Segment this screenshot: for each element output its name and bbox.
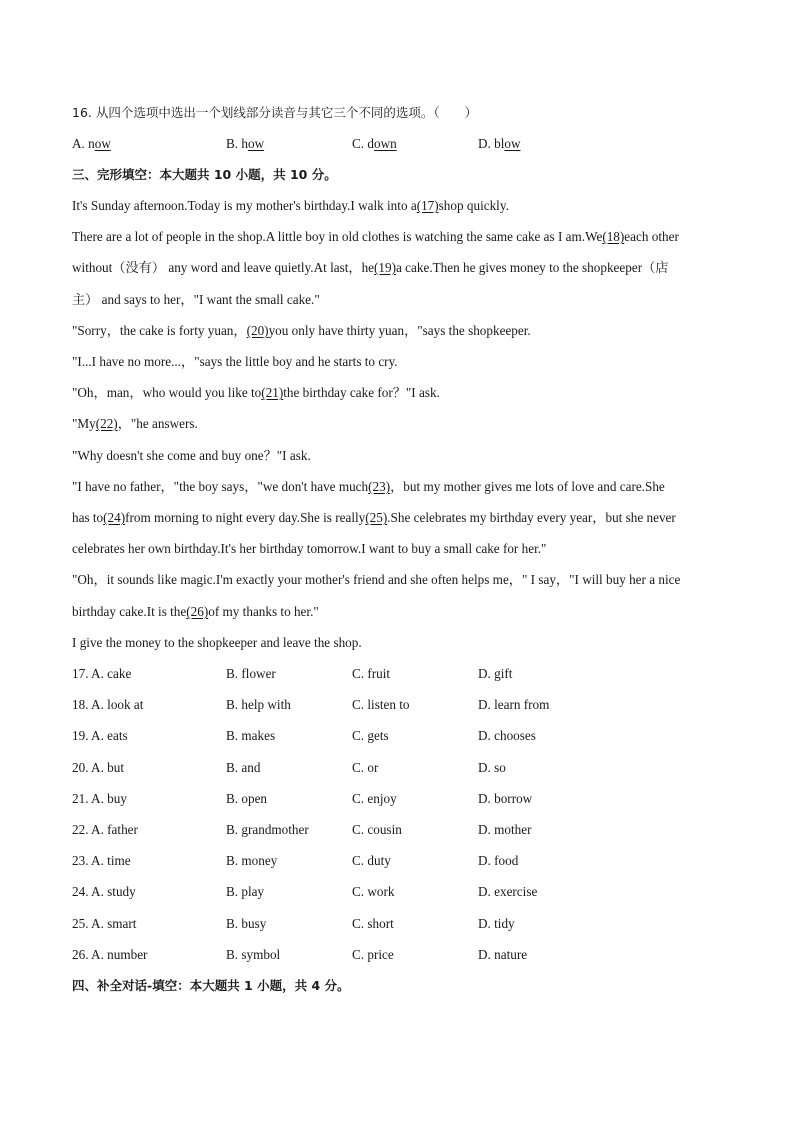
- option-c: C. duty: [352, 853, 391, 868]
- passage-text: from morning to night every day.She is really: [125, 510, 366, 525]
- option-b: B. busy: [226, 916, 267, 931]
- blank-number: (26): [186, 604, 209, 619]
- passage-text: ，"he answers.: [117, 416, 198, 431]
- passage-text: "My: [72, 416, 96, 431]
- option-b: B. flower: [226, 666, 276, 681]
- passage-text: 主） and says to her，"I want the small cake.": [72, 292, 320, 307]
- option-d: D. so: [478, 760, 506, 775]
- passage-line: [72, 540, 734, 558]
- passage-text: It's Sunday afternoon.Today is my mother's birthday.I walk into a: [72, 198, 417, 213]
- passage-text: without（没有） any word and leave quietly.At last，he: [72, 260, 375, 275]
- question-16-stem: 16. 从四个选项中选出一个划线部分读音与其它三个不同的选项。（ ）: [72, 105, 478, 120]
- blank-number: (20): [246, 323, 269, 338]
- passage-line: [72, 571, 734, 589]
- blank-number: (21): [261, 385, 284, 400]
- option-a: 23. A. time: [72, 853, 131, 868]
- passage-text: ，but my mother gives me lots of love and care.She: [390, 479, 665, 494]
- option-d: D. borrow: [478, 791, 533, 806]
- passage-line: [72, 228, 734, 246]
- option-b: B. and: [226, 760, 261, 775]
- option-d: D. gift: [478, 666, 513, 681]
- q16-option-d: D. blow: [478, 136, 521, 151]
- passage-text: has to: [72, 510, 104, 525]
- option-a: 18. A. look at: [72, 697, 144, 712]
- passage-line: [72, 259, 734, 277]
- blank-number: (24): [103, 510, 126, 525]
- option-d: D. mother: [478, 822, 532, 837]
- option-b: B. grandmother: [226, 822, 309, 837]
- option-c: C. enjoy: [352, 791, 397, 806]
- passage-line: [72, 197, 734, 215]
- blank-number: (18): [602, 229, 625, 244]
- passage-line: [72, 478, 734, 496]
- option-d: D. chooses: [478, 728, 536, 743]
- option-d: D. exercise: [478, 884, 538, 899]
- passage-line: [72, 603, 734, 621]
- option-a: 22. A. father: [72, 822, 138, 837]
- option-a: 26. A. number: [72, 947, 148, 962]
- passage-text: you only have thirty yuan，"says the shopkeeper.: [268, 323, 531, 338]
- passage-line: [72, 415, 734, 433]
- passage-text: I give the money to the shopkeeper and leave the shop.: [72, 635, 362, 650]
- passage-line: [72, 384, 734, 402]
- passage-text: "Oh，it sounds like magic.I'm exactly your mother's friend and she often helps me，" I say，"I will buy her a nice: [72, 572, 681, 587]
- option-d: D. nature: [478, 947, 528, 962]
- option-a: 21. A. buy: [72, 791, 127, 806]
- option-a: 24. A. study: [72, 884, 136, 899]
- option-d: D. food: [478, 853, 519, 868]
- option-a: 19. A. eats: [72, 728, 128, 743]
- option-c: C. listen to: [352, 697, 410, 712]
- passage-text: There are a lot of people in the shop.A little boy in old clothes is watching the same cake as I am.We: [72, 229, 603, 244]
- option-a: 25. A. smart: [72, 916, 137, 931]
- passage-line: [72, 322, 734, 340]
- q16-option-a: A. now: [72, 136, 111, 151]
- passage-line: [72, 291, 734, 309]
- passage-text: birthday cake.It is the: [72, 604, 187, 619]
- passage-text: of my thanks to her.": [208, 604, 319, 619]
- option-b: B. money: [226, 853, 278, 868]
- blank-number: (23): [368, 479, 391, 494]
- blank-number: (17): [416, 198, 439, 213]
- option-d: D. tidy: [478, 916, 515, 931]
- passage-text: "Sorry，the cake is forty yuan，: [72, 323, 247, 338]
- option-c: C. gets: [352, 728, 389, 743]
- passage-text: each other: [624, 229, 679, 244]
- passage-text: "I...I have no more...，"says the little boy and he starts to cry.: [72, 354, 398, 369]
- passage-line: [72, 353, 734, 371]
- passage-text: "Oh，man，who would you like to: [72, 385, 262, 400]
- q16-option-c: C. down: [352, 136, 397, 151]
- passage-line: [72, 447, 734, 465]
- option-c: C. cousin: [352, 822, 402, 837]
- option-c: C. fruit: [352, 666, 391, 681]
- option-b: B. help with: [226, 697, 291, 712]
- section-3-heading: 三、完形填空：本大题共 10 小题，共 10 分。: [72, 167, 337, 182]
- blank-number: (22): [95, 416, 118, 431]
- passage-text: celebrates her own birthday.It's her birthday tomorrow.I want to buy a small cake for her.": [72, 541, 547, 556]
- option-c: C. or: [352, 760, 379, 775]
- passage-line: [72, 634, 734, 652]
- option-b: B. play: [226, 884, 265, 899]
- passage-text: "I have no father，"the boy says，"we don't have much: [72, 479, 369, 494]
- passage-text: a cake.Then he gives money to the shopkeeper（店: [396, 260, 669, 275]
- blank-number: (19): [374, 260, 397, 275]
- q16-option-b: B. how: [226, 136, 265, 151]
- blank-number: (25): [365, 510, 388, 525]
- option-c: C. work: [352, 884, 395, 899]
- section-4-heading: 四、补全对话-填空：本大题共 1 小题，共 4 分。: [72, 978, 350, 993]
- passage-line: [72, 509, 734, 527]
- passage-text: .She celebrates my birthday every year，but she never: [387, 510, 676, 525]
- option-b: B. symbol: [226, 947, 281, 962]
- option-b: B. makes: [226, 728, 276, 743]
- option-a: 20. A. but: [72, 760, 125, 775]
- passage-text: shop quickly.: [438, 198, 509, 213]
- option-c: C. short: [352, 916, 394, 931]
- passage-text: "Why doesn't she come and buy one？"I ask.: [72, 448, 311, 463]
- option-b: B. open: [226, 791, 268, 806]
- option-a: 17. A. cake: [72, 666, 132, 681]
- option-d: D. learn from: [478, 697, 550, 712]
- passage-text: the birthday cake for？"I ask.: [283, 385, 440, 400]
- option-c: C. price: [352, 947, 394, 962]
